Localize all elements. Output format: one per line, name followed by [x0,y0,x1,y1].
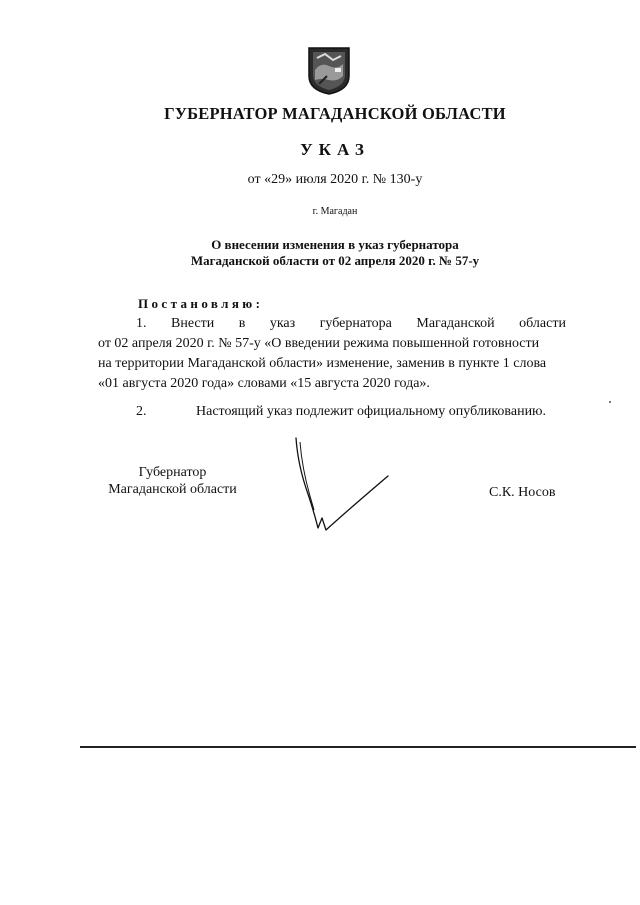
signatory-position [100,464,245,498]
paragraph-1-text-4: «01 августа 2020 года» словами «15 августа 2020 года». [98,376,430,391]
date-and-number: от «29» июля 2020 г. № 130-у [247,172,423,187]
signatory-name: С.К. Носов [489,485,556,500]
paragraph-1-line-3 [98,354,566,374]
handwritten-signature-icon [288,436,398,536]
paragraph-1-text-2: от 02 апреля 2020 г. № 57-у «О введении режима повышенной готовности [98,336,540,351]
paragraph-1-text-3: на территории Магаданской области» изменение, заменив в пункте 1 слова [98,356,547,371]
paragraph-1-number: 1. [136,316,147,331]
word: указ [269,316,296,331]
word: в [238,316,246,331]
position-line-2: Магаданской области [108,482,237,497]
paragraph-1-line-4 [98,374,566,394]
word: области [519,316,566,331]
scan-speck [609,401,611,403]
issue-city: г. Магадан [312,206,358,217]
magadan-coat-of-arms-icon [307,46,351,96]
bottom-divider [80,746,636,748]
subject-line-1: О внесении изменения в указ губернатора [211,237,459,252]
paragraph-2 [98,402,566,422]
word: Внести [171,316,215,331]
position-line-1: Губернатор [138,465,207,480]
issuer-title: ГУБЕРНАТОР МАГАДАНСКОЙ ОБЛАСТИ [164,104,506,123]
paragraph-2-text: Настоящий указ подлежит официальному опубликованию. [196,404,547,419]
subject-line-2: Магаданской области от 02 апреля 2020 г. № 57-у [190,253,480,268]
paragraph-2-number: 2. [136,404,147,419]
paragraph-1 [98,314,566,394]
paragraph-1-line-2 [98,334,566,354]
paragraph-1-line-1 [98,314,566,334]
word: губернатора [319,316,392,331]
document-type: УКАЗ [300,140,370,159]
paragraph-2-line-1 [98,402,566,422]
document-subject [0,237,640,269]
decree-word: Постановляю: [138,296,264,311]
word: Магаданской [416,316,495,331]
